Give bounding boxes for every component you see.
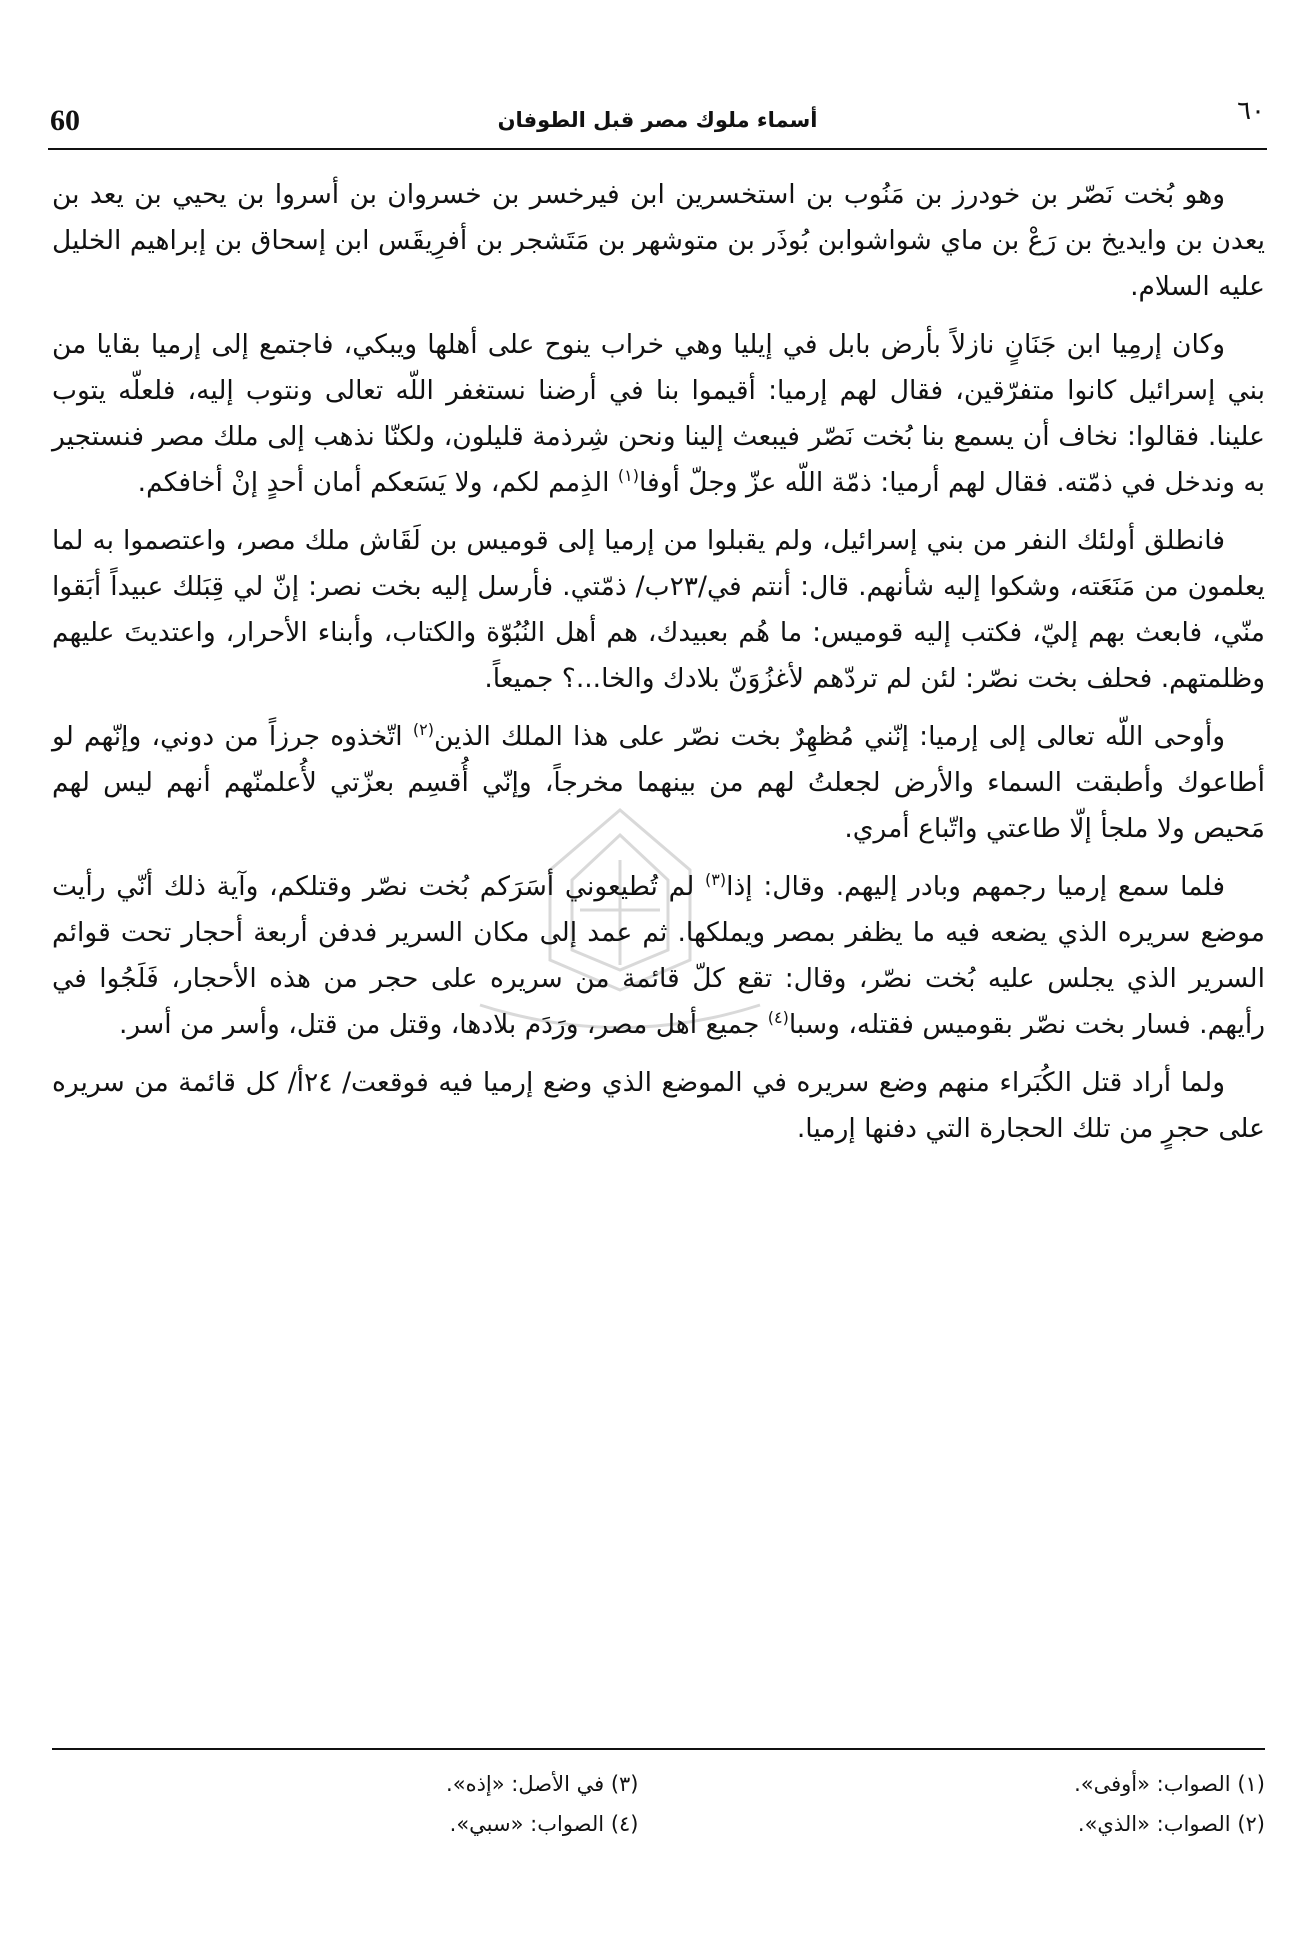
paragraph [52, 322, 1265, 506]
footnote-reference: (٣) [705, 870, 727, 890]
footnote-number: (٤) [610, 1812, 639, 1836]
footnote-divider [52, 1748, 1265, 1750]
main-text [52, 172, 1265, 1164]
paragraph-text: فلما سمع إرميا رجمهم وبادر إليهم. وقال: إذا [726, 871, 1225, 902]
footnote-text: الصواب: «أوفى». [1074, 1772, 1231, 1796]
footnote-reference: (١) [617, 466, 639, 486]
paragraph-text: وأوحى اللّه تعالى إلى إرميا: إنّني مُظهِرٌ بخت نصّر على هذا الملك الذين [433, 721, 1226, 752]
page-number-arabic: ٦٠ [1237, 96, 1265, 126]
paragraph [52, 714, 1265, 852]
footnote-number: (٣) [610, 1772, 639, 1796]
paragraph [52, 518, 1265, 702]
footnote-item [52, 1804, 639, 1844]
footnote-text: الصواب: «الذي». [1077, 1812, 1231, 1836]
footnote-reference: (٤) [767, 1008, 789, 1028]
footnotes [52, 1764, 1265, 1844]
paragraph-text: جميع أهل مصر، ورَدَم بلادها، وقتل من قتل، وأسر من أسر. [119, 1009, 768, 1040]
paragraph-text: ولما أراد قتل الكُبَراء منهم وضع سريره في الموضع الذي وضع إرميا فيه فوقعت/ ٢٤أ/ كل قائمة من سريره على حجرٍ من تلك الحجارة التي دفنها إرميا. [52, 1067, 1265, 1144]
footnote-number: (٢) [1237, 1812, 1265, 1836]
footnote-item [679, 1804, 1266, 1844]
paragraph [52, 1060, 1265, 1152]
page-number-latin: 60 [50, 104, 80, 137]
footnote-text: في الأصل: «إذه». [446, 1772, 605, 1796]
paragraph [52, 172, 1265, 310]
paragraph-text: وهو بُخت نَصّر بن خودرز بن مَنُوب بن استخسرين ابن فيرخسر بن خسروان بن أسروا بن يحيي بن يعد بن يعدن بن وايديخ بن رَعْ بن ماي شواشوابن بُوذَر بن متوشهر بن مَتَشجر بن أفرِيقَس ابن إسحاق بن إبراهيم الخليل عليه السلام. [52, 179, 1265, 302]
paragraph-text: الذِمم لكم، ولا يَسَعكم أمان أحدٍ إنْ أخافكم. [137, 467, 618, 498]
footnote-item [52, 1764, 639, 1804]
paragraph-text: اتّخذوه جرزاً من دوني، وإنّهم لو أطاعوك وأطبقت السماء والأرض لجعلتُ لهم من بينهما مخرجاً، وإنّي أُقسِم بعزّتي لأُعلمنّهم أنهم ليس لهم مَحيص ولا ملجأ إلّا طاعتي واتّباع أمري. [52, 721, 1265, 844]
footnote-reference: (٢) [412, 720, 434, 740]
footnote-number: (١) [1237, 1772, 1265, 1796]
paragraph-text: فانطلق أولئك النفر من بني إسرائيل، ولم يقبلوا من إرميا إلى قوميس بن لَقَاش ملك مصر، واعتصموا به لما يعلمون من مَنَعَته، وشكوا إليه شأنهم. قال: أنتم في/٢٣ب/ ذمّتي. فأرسل إليه بخت نصر: إنّ لي قِبَلك عبيداً أبَقوا منّي، فابعث بهم إليّ، فكتب إليه قوميس: ما هُم بعبيدك، هم أهل النُبُوّة والكتاب، وأبناء الأحرار، واعتديتَ عليهم وظلمتهم. فحلف بخت نصّر: لئن لم تردّهم لأغزُوَنّ بلادك والخا...؟ جميعاً. [52, 525, 1265, 694]
paragraph [52, 864, 1265, 1048]
page-header [48, 96, 1267, 150]
paragraph-text: لم تُطيعوني أسَرَكم بُخت نصّر وقتلكم، وآية ذلك أنّي رأيت موضع سريره الذي يضعه فيه ما يظفر بمصر ويملكها. ثم عمد إلى مكان السرير فدفن أربعة أحجار تحت قوائم السرير الذي يجلس عليه بُخت نصّر، وقال: تقع كلّ قائمة من سريره على حجر من هذه الأحجار، فَلَجُوا في رأيهم. فسار بخت نصّر بقوميس فقتله، وسبا [52, 871, 1265, 1040]
paragraph-text: وكان إرمِيا ابن جَنَانٍ نازلاً بأرض بابل في إيليا وهي خراب ينوح على أهلها ويبكي، فاجتمع إلى إرميا بقايا من بني إسرائيل كانوا متفرّقين، فقال لهم إرميا: أقيموا بنا في أرضنا نستغفر اللّه تعالى ونتوب إليه، فلعلّه يتوب علينا. فقالوا: نخاف أن يسمع بنا بُخت نَصّر فيبعث إلينا ونحن شِرذمة قليلون، ولكنّا نذهب إلى ملك مصر فنستجير به وندخل في ذمّته. فقال لهم أرميا: ذمّة اللّه عزّ وجلّ أوفا [52, 329, 1265, 498]
running-title: أسماء ملوك مصر قبل الطوفان [497, 108, 818, 132]
footnote-item [679, 1764, 1266, 1804]
footnote-text: الصواب: «سبي». [449, 1812, 605, 1836]
